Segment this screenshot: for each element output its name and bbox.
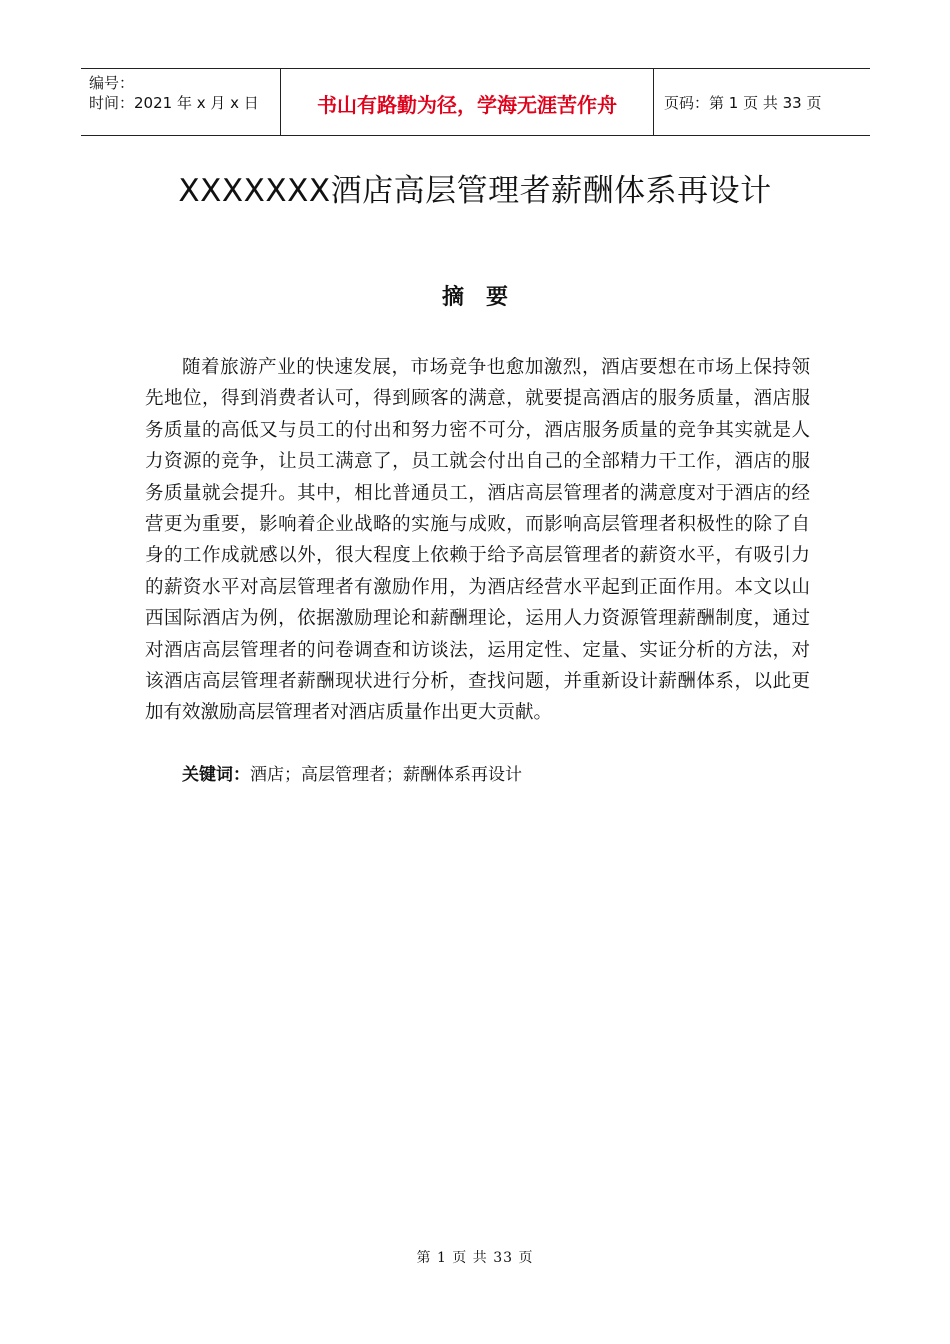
keywords-line	[182, 760, 522, 785]
document-title: XXXXXXX酒店高层管理者薪酬体系再设计	[178, 173, 772, 209]
page-info: 页码：第 1 页 共 33 页	[664, 93, 822, 112]
keywords-value: 酒店；高层管理者；薪酬体系再设计	[250, 765, 522, 785]
page-header	[81, 68, 870, 136]
page-footer: 第 1 页 共 33 页	[416, 1250, 534, 1266]
header-motto-cell	[281, 69, 654, 135]
keywords-label: 关键词：	[182, 765, 250, 785]
number-label: 编号：	[89, 74, 135, 92]
time-label: 时间：2021 年 x 月 x 日	[89, 94, 259, 112]
motto-text: 书山有路勤为径，学海无涯苦作舟	[317, 92, 617, 117]
header-page-cell	[654, 69, 870, 135]
abstract-body: 随着旅游产业的快速发展，市场竞争也愈加激烈，酒店要想在市场上保持领先地位，得到消费者认可，得到顾客的满意，就要提高酒店的服务质量，酒店服务质量的高低又与员工的付出和努力密不可分，酒店服务质量的竞争其实就是人力资源的竞争，让员工满意了，员工就会付出自己的全部精力干工作，酒店的服务质量就会提升。其中，相比普通员工，酒店高层管理者的满意度对于酒店的经营更为重要，影响着企业战略的实施与成败，而影响高层管理者积极性的除了自身的工作成就感以外，很大程度上依赖于给予高层管理者的薪资水平，有吸引力的薪资水平对高层管理者有激励作用，为酒店经营水平起到正面作用。本文以山西国际酒店为例，依据激励理论和薪酬理论，运用人力资源管理薪酬制度，通过对酒店高层管理者的问卷调查和访谈法，运用定性、定量、实证分析的方法，对该酒店高层管理者薪酬现状进行分析，查找问题，并重新设计薪酬体系，以此更加有效激励高层管理者对酒店质量作出更大贡献。	[145, 357, 810, 724]
abstract-heading: 摘要	[441, 285, 530, 310]
header-meta-cell	[81, 69, 281, 135]
